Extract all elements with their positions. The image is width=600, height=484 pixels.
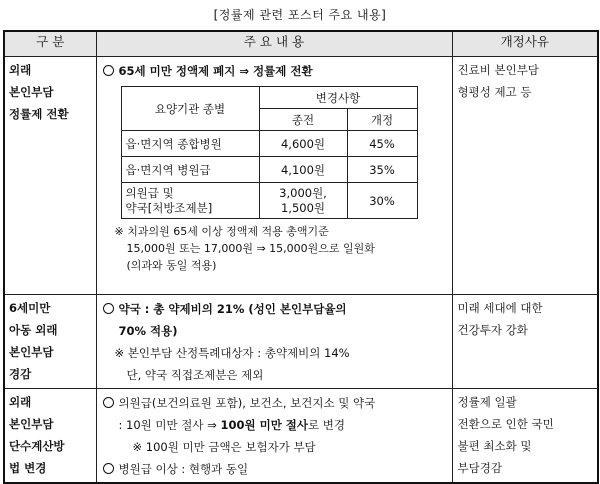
col-before: 종전 bbox=[259, 109, 347, 131]
circle-bullet-icon bbox=[103, 463, 114, 474]
institution-type: 약국[처방조제분] bbox=[125, 200, 213, 215]
header-reason: 개정사유 bbox=[452, 31, 598, 57]
category-line: 아동 외래 bbox=[9, 323, 58, 337]
institution-type: 읍·면지역 종합병원 bbox=[121, 131, 259, 157]
category-line: 본인부담 bbox=[9, 345, 54, 359]
note-line: ※ 100원 미만 금액은 보험자가 부담 bbox=[132, 440, 316, 454]
category-line: 본인부담 bbox=[9, 85, 54, 99]
after-value: 35% bbox=[347, 157, 417, 183]
item-text: : 10원 미만 절사 ⇒ bbox=[118, 418, 221, 432]
reason-line: 건강투자 강화 bbox=[457, 323, 528, 337]
category-line: 외래 bbox=[9, 63, 32, 77]
category-line: 단수계산방 bbox=[9, 439, 65, 453]
category-line: 정률제 전환 bbox=[9, 107, 69, 121]
after-value: 30% bbox=[347, 183, 417, 219]
item-text: 의원급(보건의료원 포함), 보건소, 보건지소 및 약국 bbox=[118, 396, 376, 410]
note-line: 단, 약국 직접조제분은 제외 bbox=[126, 368, 264, 382]
reason-line: 형평성 제고 등 bbox=[457, 85, 532, 99]
before-value: 4,600원 bbox=[259, 131, 347, 157]
category-line: 6세미만 bbox=[9, 301, 51, 315]
reason-line: 미래 세대에 대한 bbox=[457, 301, 543, 315]
note-line: 15,000원 또는 17,000원 ⇒ 15,000원으로 일원화 bbox=[126, 242, 375, 255]
item-emphasis: 100원 미만 절사 bbox=[220, 418, 309, 432]
note-line: (의과와 동일 적용) bbox=[126, 259, 217, 272]
category-line: 본인부담 bbox=[9, 417, 54, 431]
header-content: 주 요 내 용 bbox=[96, 31, 452, 57]
fee-change-table bbox=[121, 86, 418, 219]
category-cell bbox=[4, 295, 96, 389]
category-line: 법 변경 bbox=[9, 461, 47, 475]
category-cell bbox=[4, 57, 96, 295]
item-text: 로 변경 bbox=[308, 418, 346, 432]
page-title: [정률제 관련 포스터 주요 내용] bbox=[213, 8, 387, 22]
table-row bbox=[4, 389, 598, 484]
item-text: 병원급 이상 : 현행과 동일 bbox=[118, 462, 249, 476]
main-point-cont: 70% 적용) bbox=[118, 324, 178, 338]
institution-type: 의원급 및 bbox=[125, 185, 174, 200]
table-row bbox=[121, 157, 417, 183]
policy-table bbox=[3, 30, 599, 484]
main-point: 65세 미만 정액제 폐지 ⇒ 정률제 전환 bbox=[118, 64, 313, 78]
category-line: 외래 bbox=[9, 395, 32, 409]
table-row bbox=[121, 183, 417, 219]
header-category: 구 분 bbox=[4, 31, 96, 57]
institution-type: 읍·면지역 병원급 bbox=[121, 157, 259, 183]
content-cell bbox=[96, 389, 452, 484]
circle-bullet-icon bbox=[103, 397, 114, 408]
reason-cell bbox=[452, 57, 598, 295]
after-value: 45% bbox=[347, 131, 417, 157]
note-line: ※ 치과의원 65세 이상 정액제 적용 총액기준 bbox=[114, 225, 329, 238]
category-line: 경감 bbox=[9, 367, 32, 381]
before-value: 4,100원 bbox=[259, 157, 347, 183]
table-row bbox=[4, 57, 598, 295]
reason-line: 부담경감 bbox=[457, 461, 502, 475]
header-row bbox=[4, 31, 598, 57]
col-after: 개정 bbox=[347, 109, 417, 131]
note-line: ※ 본인부담 산정특례대상자 : 총약제비의 14% bbox=[114, 346, 350, 360]
content-cell bbox=[96, 57, 452, 295]
table-row bbox=[4, 295, 598, 389]
col-change: 변경사항 bbox=[259, 87, 417, 109]
reason-cell bbox=[452, 389, 598, 484]
reason-cell bbox=[452, 295, 598, 389]
circle-bullet-icon bbox=[103, 303, 114, 314]
table-row bbox=[121, 131, 417, 157]
main-point: 약국 : 총 약제비의 21% (성인 본인부담율의 bbox=[118, 302, 347, 316]
reason-line: 진료비 본인부담 bbox=[457, 63, 539, 77]
col-institution-type: 요양기관 종별 bbox=[121, 87, 259, 131]
reason-line: 불편 최소화 및 bbox=[457, 439, 532, 453]
reason-line: 정률제 일괄 bbox=[457, 395, 517, 409]
category-cell bbox=[4, 389, 96, 484]
circle-bullet-icon bbox=[103, 65, 114, 76]
reason-line: 전환으로 인한 국민 bbox=[457, 417, 554, 431]
content-cell bbox=[96, 295, 452, 389]
before-value: 1,500원 bbox=[280, 200, 326, 215]
before-value: 3,000원, bbox=[279, 185, 327, 200]
